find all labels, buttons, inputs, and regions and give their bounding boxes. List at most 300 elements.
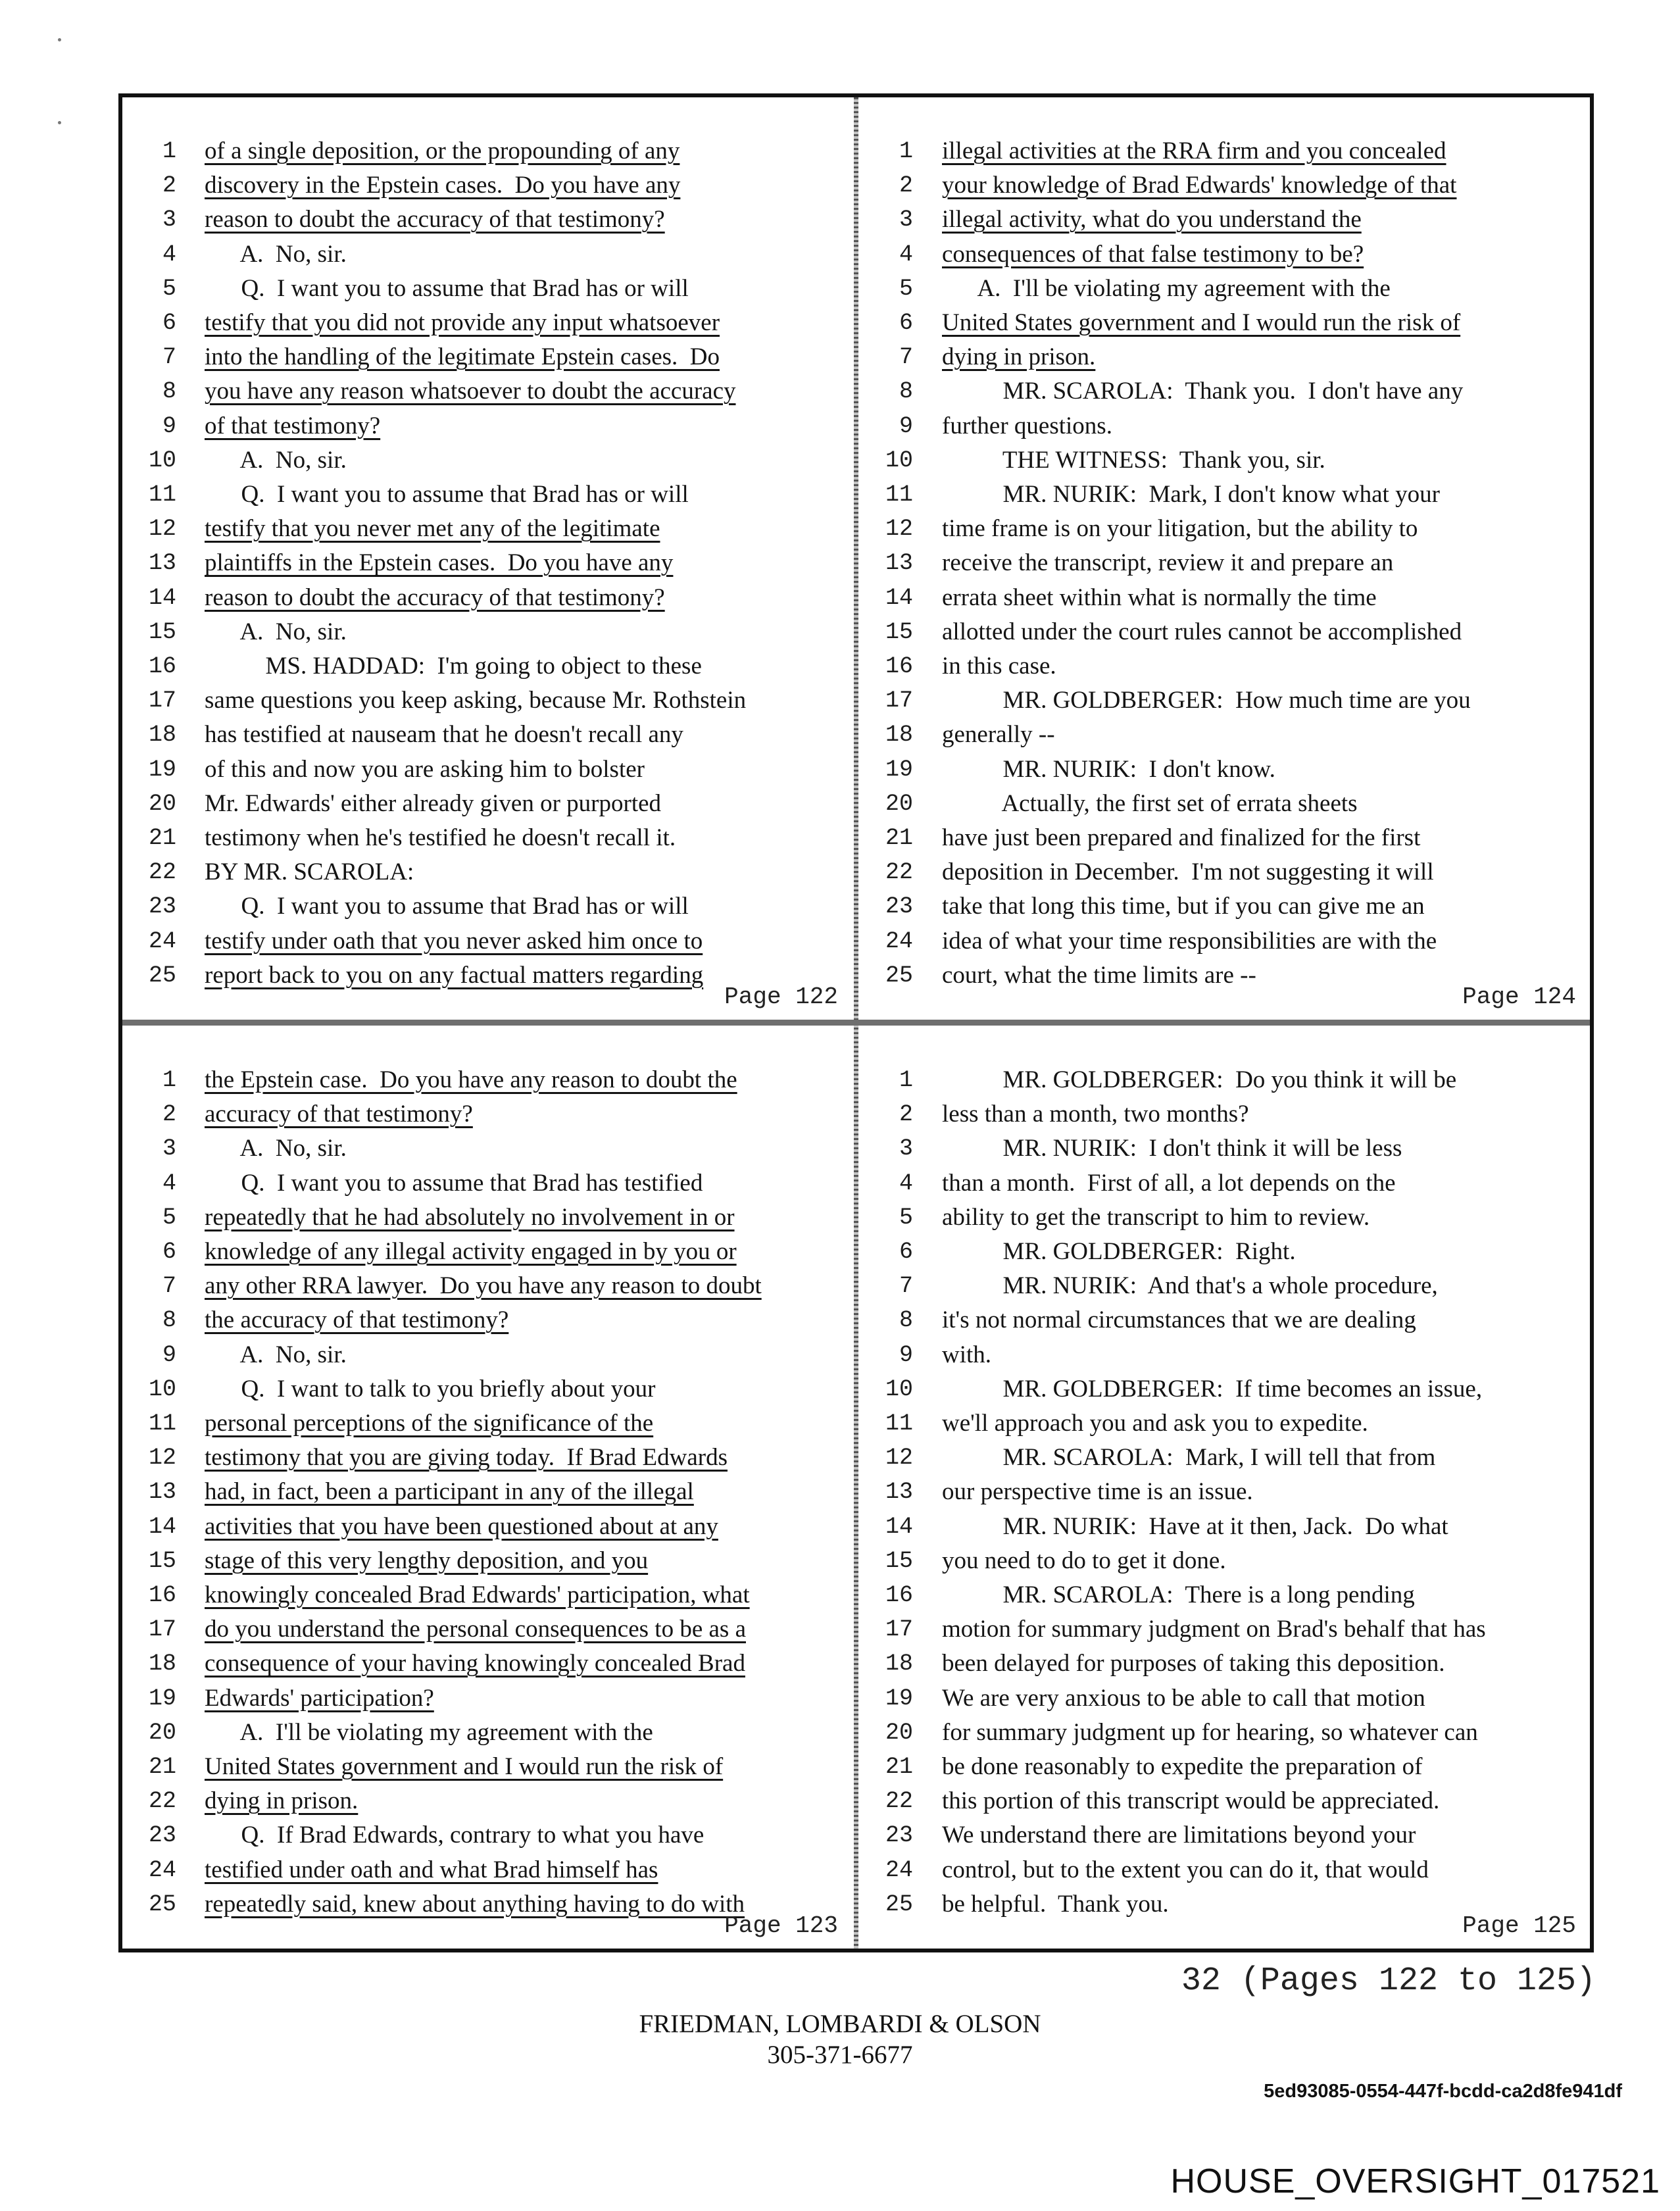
transcript-line: [122, 1510, 849, 1544]
transcript-line: [860, 581, 1587, 615]
line-text: MR. SCAROLA: Mark, I will tell that from: [942, 1444, 1436, 1472]
transcript-line: [860, 546, 1587, 580]
transcript-line: [122, 718, 849, 752]
line-text: MR. GOLDBERGER: If time becomes an issue,: [942, 1375, 1483, 1403]
line-text: consequences of that false testimony to be?: [942, 240, 1364, 268]
line-text: into the handling of the legitimate Epstein cases. Do: [205, 343, 720, 371]
line-text: than a month. First of all, a lot depends on the: [942, 1169, 1396, 1197]
transcript-line: [122, 1166, 849, 1201]
transcript-line: [122, 134, 849, 168]
line-number: 12: [885, 1445, 913, 1472]
transcript-line: [122, 787, 849, 821]
line-text: plaintiffs in the Epstein cases. Do you have any: [205, 549, 674, 577]
transcript-line: [860, 924, 1587, 958]
line-text: testified under oath and what Brad himself has: [205, 1856, 658, 1883]
line-text: MR. SCAROLA: There is a long pending: [942, 1581, 1415, 1608]
line-number: 13: [148, 1479, 176, 1506]
transcript-page-124: [860, 97, 1587, 1016]
line-text: testify that you did not provide any input whatsoever: [205, 309, 720, 336]
line-text: MR. NURIK: Mark, I don't know what your: [942, 481, 1440, 508]
line-text: testify that you never met any of the legitimate: [205, 515, 660, 543]
line-text: MR. GOLDBERGER: Right.: [942, 1238, 1296, 1265]
transcript-line: [122, 1441, 849, 1475]
line-number: 7: [899, 1273, 913, 1300]
page-number-label: Page 122: [724, 983, 838, 1010]
line-text: time frame is on your litigation, but the ability to: [942, 515, 1418, 543]
transcript-line: [860, 1544, 1587, 1578]
line-text: testimony when he's testified he doesn't recall it.: [205, 824, 676, 851]
line-text: had, in fact, been a participant in any of the illegal: [205, 1478, 694, 1506]
line-number: 10: [885, 1376, 913, 1403]
line-text: Q. I want to talk to you briefly about your: [205, 1375, 656, 1403]
line-text: activities that you have been questioned about at any: [205, 1512, 718, 1540]
line-number: 21: [885, 1754, 913, 1780]
line-text: repeatedly that he had absolutely no involvement in or: [205, 1203, 735, 1231]
line-number: 24: [885, 928, 913, 955]
line-text: of a single deposition, or the propounding of any: [205, 137, 680, 164]
line-text: dying in prison.: [205, 1787, 358, 1815]
transcript-line: [860, 340, 1587, 374]
line-text: illegal activities at the RRA firm and you concealed: [942, 137, 1446, 164]
line-number: 16: [885, 653, 913, 680]
line-number: 25: [885, 1891, 913, 1918]
line-text: has testified at nauseam that he doesn't recall any: [205, 721, 683, 749]
line-text: motion for summary judgment on Brad's behalf that has: [942, 1616, 1486, 1643]
line-number: 8: [899, 1307, 913, 1334]
line-number: 17: [148, 687, 176, 714]
transcript-line: [860, 1406, 1587, 1441]
line-number: 1: [899, 138, 913, 164]
line-text: A. I'll be violating my agreement with the: [205, 1718, 653, 1746]
transcript-line: [122, 374, 849, 409]
line-text: generally --: [942, 721, 1055, 749]
line-number: 11: [148, 1410, 176, 1437]
line-number: 5: [899, 1204, 913, 1231]
transcript-line: [860, 478, 1587, 512]
line-number: 16: [885, 1582, 913, 1608]
line-text: stage of this very lengthy deposition, and you: [205, 1547, 649, 1574]
line-number: 14: [148, 1513, 176, 1540]
line-number: 16: [148, 1582, 176, 1608]
line-text: Q. I want you to assume that Brad has or will: [205, 481, 689, 508]
line-text: We are very anxious to be able to call that motion: [942, 1684, 1425, 1712]
line-number: 9: [899, 412, 913, 439]
line-text: been delayed for purposes of taking this deposition.: [942, 1650, 1445, 1677]
line-text: Edwards' participation?: [205, 1684, 434, 1712]
transcript-line: [860, 1578, 1587, 1612]
firm-phone: 305-371-6677: [767, 2041, 913, 2069]
line-number: 24: [885, 1856, 913, 1883]
line-text: allotted under the court rules cannot be accomplished: [942, 618, 1462, 645]
transcript-line: [860, 1166, 1587, 1201]
line-text: reason to doubt the accuracy of that testimony?: [205, 584, 665, 611]
line-number: 12: [148, 1445, 176, 1472]
transcript-line: [860, 1716, 1587, 1750]
transcript-line: [860, 1475, 1587, 1509]
line-number: 9: [899, 1341, 913, 1368]
line-number: 1: [899, 1067, 913, 1093]
transcript-line: [860, 237, 1587, 272]
line-text: testimony that you are giving today. If Brad Edwards: [205, 1444, 728, 1472]
line-number: 11: [885, 1410, 913, 1437]
page-number-label: Page 123: [724, 1912, 838, 1939]
line-number: 15: [148, 1547, 176, 1574]
transcript-line: [122, 1818, 849, 1852]
transcript-page-122: [122, 97, 849, 1016]
transcript-line: [122, 821, 849, 855]
line-text: be done reasonably to expedite the preparation of: [942, 1753, 1423, 1780]
line-number: 1: [162, 1067, 176, 1093]
transcript-line: [122, 1716, 849, 1750]
line-text: United States government and I would run the risk of: [942, 309, 1461, 336]
line-text: discovery in the Epstein cases. Do you have any: [205, 172, 681, 199]
transcript-line: [860, 1097, 1587, 1131]
line-number: 21: [148, 1754, 176, 1780]
transcript-line: [122, 1338, 849, 1372]
line-text: reason to doubt the accuracy of that testimony?: [205, 206, 665, 234]
transcript-page-123: [122, 1026, 849, 1945]
line-number: 25: [148, 962, 176, 989]
line-text: of this and now you are asking him to bolster: [205, 755, 645, 783]
line-number: 24: [148, 928, 176, 955]
line-number: 22: [148, 1788, 176, 1815]
line-number: 15: [885, 1547, 913, 1574]
line-text: consequence of your having knowingly concealed Brad: [205, 1650, 745, 1677]
line-number: 3: [899, 207, 913, 234]
line-text: MR. SCAROLA: Thank you. I don't have any: [942, 378, 1464, 405]
line-text: United States government and I would run the risk of: [205, 1753, 724, 1780]
transcript-line: [860, 1784, 1587, 1818]
transcript-line: [122, 1372, 849, 1406]
line-text: Q. I want you to assume that Brad has or will: [205, 893, 689, 920]
line-number: 6: [162, 310, 176, 336]
transcript-line: [860, 168, 1587, 203]
line-number: 18: [885, 722, 913, 749]
transcript-line: [122, 1063, 849, 1097]
line-number: 18: [148, 722, 176, 749]
transcript-line: [122, 1853, 849, 1887]
transcript-line: [122, 753, 849, 787]
transcript-line: [860, 1612, 1587, 1647]
transcript-line: [122, 478, 849, 512]
line-number: 11: [148, 482, 176, 508]
transcript-line: [122, 443, 849, 478]
scan-speck: [58, 121, 61, 124]
line-text: ability to get the transcript to him to review.: [942, 1203, 1370, 1231]
line-text: A. I'll be violating my agreement with the: [942, 274, 1391, 302]
line-number: 3: [899, 1135, 913, 1162]
line-text: with.: [942, 1341, 992, 1368]
horizontal-divider: [122, 1020, 1590, 1026]
line-number: 7: [162, 1273, 176, 1300]
transcript-line: [860, 134, 1587, 168]
line-text: MR. NURIK: I don't think it will be less: [942, 1135, 1402, 1162]
line-text: have just been prepared and finalized for the first: [942, 824, 1421, 851]
line-number: 14: [148, 584, 176, 611]
line-text: A. No, sir.: [205, 1341, 347, 1368]
line-number: 18: [148, 1651, 176, 1677]
line-number: 24: [148, 1856, 176, 1883]
line-number: 9: [162, 412, 176, 439]
transcript-line: [860, 1269, 1587, 1303]
transcript-line: [122, 1406, 849, 1441]
line-number: 10: [885, 447, 913, 474]
transcript-line: [122, 409, 849, 443]
transcript-line: [122, 340, 849, 374]
line-text: We understand there are limitations beyond your: [942, 1822, 1416, 1849]
transcript-line: [860, 1303, 1587, 1337]
line-text: MR. GOLDBERGER: How much time are you: [942, 687, 1471, 714]
line-number: 5: [899, 275, 913, 302]
line-number: 6: [899, 310, 913, 336]
transcript-line: [122, 272, 849, 306]
line-text: for summary judgment up for hearing, so whatever can: [942, 1718, 1478, 1746]
line-number: 14: [885, 584, 913, 611]
line-text: be helpful. Thank you.: [942, 1890, 1169, 1918]
transcript-line: [860, 787, 1587, 821]
line-text: your knowledge of Brad Edwards' knowledge of that: [942, 172, 1457, 199]
line-text: A. No, sir.: [205, 1135, 347, 1162]
transcript-line: [122, 1475, 849, 1509]
line-number: 10: [148, 447, 176, 474]
line-text: illegal activity, what do you understand the: [942, 206, 1362, 234]
transcript-line: [860, 753, 1587, 787]
transcript-line: [860, 1338, 1587, 1372]
transcript-line: [122, 1544, 849, 1578]
line-text: it's not normal circumstances that we are dealing: [942, 1306, 1416, 1334]
line-text: MR. NURIK: Have at it then, Jack. Do what: [942, 1512, 1448, 1540]
line-number: 20: [885, 1719, 913, 1746]
line-text: knowingly concealed Brad Edwards' participation, what: [205, 1581, 750, 1608]
line-number: 3: [162, 1135, 176, 1162]
transcript-page-125: [860, 1026, 1587, 1945]
transcript-line: [122, 1235, 849, 1269]
line-text: you have any reason whatsoever to doubt the accuracy: [205, 378, 736, 405]
line-number: 2: [162, 1101, 176, 1128]
transcript-line: [860, 718, 1587, 752]
line-text: the Epstein case. Do you have any reason to doubt the: [205, 1066, 737, 1093]
bates-number: HOUSE_OVERSIGHT_017521: [1170, 2162, 1660, 2200]
line-text: Q. I want you to assume that Brad has testified: [205, 1169, 703, 1197]
line-text: Mr. Edwards' either already given or purported: [205, 789, 662, 817]
line-text: A. No, sir.: [205, 240, 347, 268]
line-number: 8: [899, 378, 913, 405]
line-text: testify under oath that you never asked him once to: [205, 927, 703, 955]
transcript-line: [122, 1578, 849, 1612]
transcript-line: [860, 409, 1587, 443]
line-number: 1: [162, 138, 176, 164]
line-text: you need to do to get it done.: [942, 1547, 1226, 1574]
line-number: 20: [148, 1719, 176, 1746]
line-number: 21: [885, 825, 913, 851]
transcript-line: [860, 889, 1587, 924]
transcript-line: [122, 168, 849, 203]
line-number: 22: [885, 859, 913, 886]
line-number: 19: [885, 1685, 913, 1712]
transcript-line: [122, 1303, 849, 1337]
line-number: 21: [148, 825, 176, 851]
line-number: 13: [885, 550, 913, 577]
line-number: 2: [162, 172, 176, 199]
transcript-line: [122, 1612, 849, 1647]
line-text: THE WITNESS: Thank you, sir.: [942, 446, 1325, 474]
transcript-line: [860, 1063, 1587, 1097]
transcript-line: [860, 1510, 1587, 1544]
transcript-line: [860, 855, 1587, 889]
transcript-line: [860, 649, 1587, 683]
line-number: 4: [899, 241, 913, 268]
line-number: 2: [899, 1101, 913, 1128]
transcript-line: [860, 272, 1587, 306]
transcript-line: [122, 1750, 849, 1784]
line-text: we'll approach you and ask you to expedite.: [942, 1410, 1368, 1437]
transcript-line: [860, 1235, 1587, 1269]
line-number: 20: [148, 790, 176, 817]
line-number: 4: [162, 241, 176, 268]
transcript-line: [122, 1097, 849, 1131]
line-text: any other RRA lawyer. Do you have any reason to doubt: [205, 1272, 762, 1300]
line-number: 9: [162, 1341, 176, 1368]
line-number: 22: [148, 859, 176, 886]
line-number: 8: [162, 378, 176, 405]
transcript-line: [860, 1681, 1587, 1716]
line-text: Q. I want you to assume that Brad has or will: [205, 274, 689, 302]
line-number: 4: [162, 1170, 176, 1197]
transcript-line: [122, 581, 849, 615]
line-number: 23: [148, 1822, 176, 1849]
line-number: 2: [899, 172, 913, 199]
line-text: errata sheet within what is normally the time: [942, 584, 1377, 611]
line-text: report back to you on any factual matters regarding: [205, 961, 704, 989]
line-text: less than a month, two months?: [942, 1101, 1249, 1128]
transcript-line: [860, 306, 1587, 340]
transcript-line: [122, 237, 849, 272]
line-number: 6: [162, 1239, 176, 1265]
line-text: control, but to the extent you can do it, that would: [942, 1856, 1429, 1883]
line-number: 7: [899, 344, 913, 371]
line-text: in this case.: [942, 653, 1056, 680]
line-text: A. No, sir.: [205, 618, 347, 645]
line-text: idea of what your time responsibilities are with the: [942, 927, 1437, 955]
page-range-caption: 32 (Pages 122 to 125): [1181, 1962, 1596, 2000]
line-number: 13: [148, 550, 176, 577]
line-number: 12: [885, 516, 913, 543]
line-text: this portion of this transcript would be appreciated.: [942, 1787, 1440, 1815]
transcript-line: [860, 512, 1587, 546]
transcript-line: [122, 649, 849, 683]
line-number: 23: [885, 1822, 913, 1849]
page-number-label: Page 125: [1462, 1912, 1576, 1939]
transcript-line: [860, 1441, 1587, 1475]
transcript-line: [122, 306, 849, 340]
line-number: 22: [885, 1788, 913, 1815]
transcript-line: [860, 683, 1587, 718]
transcript-line: [860, 1818, 1587, 1852]
line-number: 16: [148, 653, 176, 680]
line-text: deposition in December. I'm not suggesting it will: [942, 858, 1434, 886]
line-text: accuracy of that testimony?: [205, 1101, 473, 1128]
line-number: 14: [885, 1513, 913, 1540]
line-number: 23: [885, 893, 913, 920]
line-text: Q. If Brad Edwards, contrary to what you have: [205, 1822, 704, 1849]
page-number-label: Page 124: [1462, 983, 1576, 1010]
line-number: 20: [885, 790, 913, 817]
line-text: receive the transcript, review it and prepare an: [942, 549, 1394, 577]
line-text: MR. GOLDBERGER: Do you think it will be: [942, 1066, 1457, 1093]
line-text: take that long this time, but if you can give me an: [942, 893, 1425, 920]
transcript-line: [122, 1201, 849, 1235]
line-number: 19: [148, 1685, 176, 1712]
line-number: 6: [899, 1239, 913, 1265]
transcript-line: [860, 1853, 1587, 1887]
line-number: 11: [885, 482, 913, 508]
transcript-line: [122, 1647, 849, 1681]
line-text: Actually, the first set of errata sheets: [942, 789, 1358, 817]
transcript-line: [860, 821, 1587, 855]
transcript-line: [860, 443, 1587, 478]
transcript-line: [122, 512, 849, 546]
line-number: 25: [885, 962, 913, 989]
line-number: 17: [885, 687, 913, 714]
transcript-line: [860, 203, 1587, 237]
line-number: 4: [899, 1170, 913, 1197]
line-text: A. No, sir.: [205, 446, 347, 474]
line-text: BY MR. SCAROLA:: [205, 858, 414, 886]
line-number: 5: [162, 275, 176, 302]
line-text: MR. NURIK: I don't know.: [942, 755, 1275, 783]
line-number: 3: [162, 207, 176, 234]
transcript-line: [122, 1269, 849, 1303]
line-text: repeatedly said, knew about anything having to do with: [205, 1890, 745, 1918]
transcript-line: [122, 1784, 849, 1818]
line-text: personal perceptions of the significance of the: [205, 1410, 654, 1437]
transcript-line: [860, 1372, 1587, 1406]
transcript-line: [860, 1647, 1587, 1681]
line-text: of that testimony?: [205, 412, 381, 439]
transcript-line: [122, 546, 849, 580]
transcript-line: [860, 1750, 1587, 1784]
line-number: 13: [885, 1479, 913, 1506]
line-number: 10: [148, 1376, 176, 1403]
transcript-line: [122, 1131, 849, 1166]
scan-speck: [58, 38, 61, 41]
firm-name: FRIEDMAN, LOMBARDI & OLSON: [639, 2010, 1041, 2038]
line-number: 19: [885, 756, 913, 783]
line-text: MS. HADDAD: I'm going to object to these: [205, 653, 702, 680]
line-number: 15: [148, 618, 176, 645]
transcript-line: [860, 1131, 1587, 1166]
line-number: 15: [885, 618, 913, 645]
line-number: 12: [148, 516, 176, 543]
line-number: 19: [148, 756, 176, 783]
transcript-line: [860, 374, 1587, 409]
transcript-line: [122, 889, 849, 924]
line-number: 17: [148, 1616, 176, 1643]
line-number: 5: [162, 1204, 176, 1231]
line-text: MR. NURIK: And that's a whole procedure,: [942, 1272, 1438, 1300]
line-text: our perspective time is an issue.: [942, 1478, 1253, 1506]
line-text: further questions.: [942, 412, 1112, 439]
line-number: 18: [885, 1651, 913, 1677]
document-hash-id: 5ed93085-0554-447f-bcdd-ca2d8fe941df: [1264, 2081, 1622, 2102]
line-number: 8: [162, 1307, 176, 1334]
line-text: same questions you keep asking, because Mr. Rothstein: [205, 687, 747, 714]
transcript-line: [122, 924, 849, 958]
transcript-line: [122, 1681, 849, 1716]
transcript-frame: [118, 93, 1594, 1952]
line-text: court, what the time limits are --: [942, 961, 1256, 989]
line-number: 25: [148, 1891, 176, 1918]
